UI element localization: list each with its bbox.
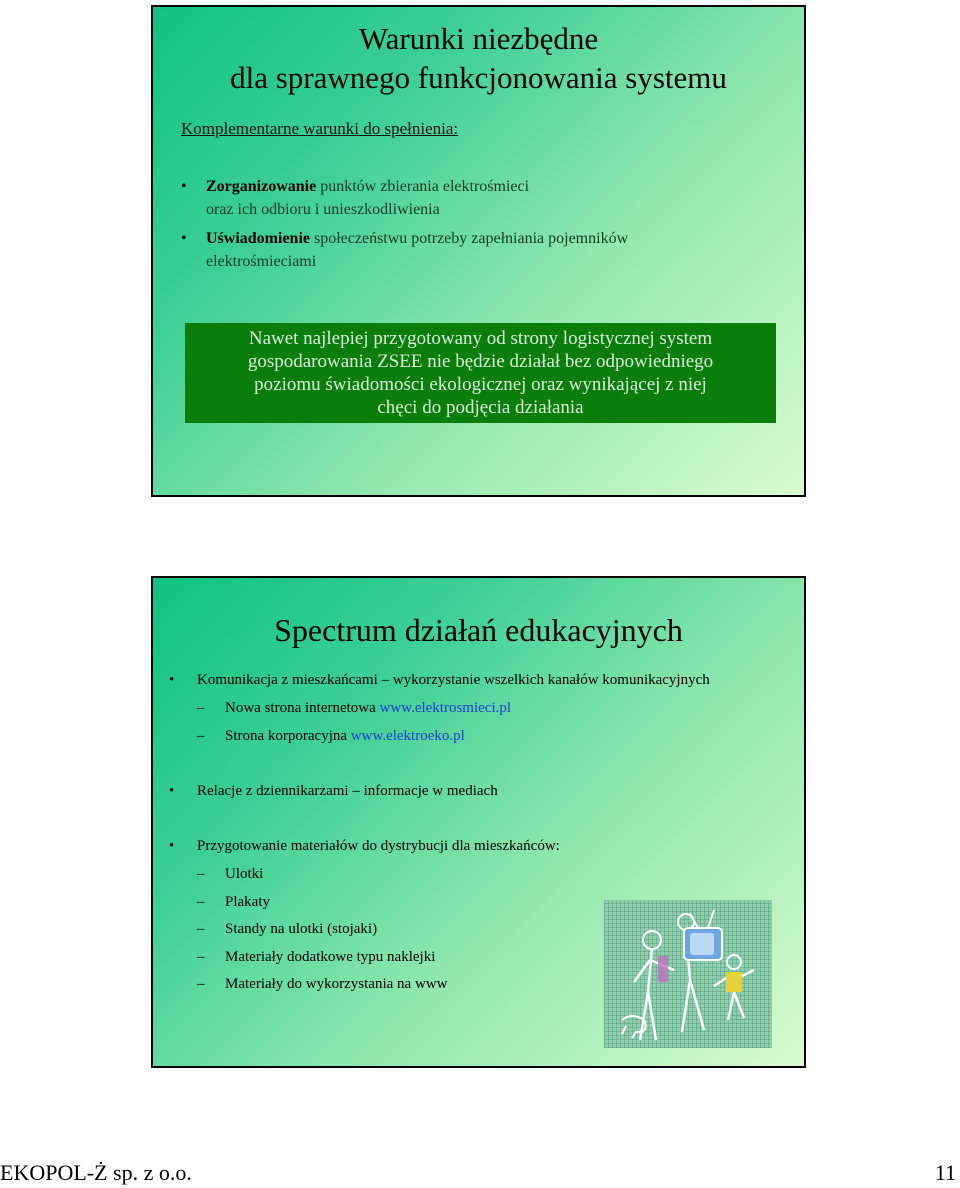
highlight-line: gospodarowania ZSEE nie będzie działał bez odpowiedniego xyxy=(247,351,714,372)
dash-icon: – xyxy=(197,949,205,965)
sub-item-text: Standy na ulotki (stojaki) xyxy=(225,921,378,937)
slide-2-title: Spectrum działań edukacyjnych xyxy=(274,612,683,648)
website-link[interactable]: www.elektrosmieci.pl xyxy=(379,700,512,716)
corporate-link[interactable]: www.elektroeko.pl xyxy=(350,728,465,744)
bullet-line-2: oraz ich odbioru i unieszkodliwienia xyxy=(206,201,440,218)
footer-company: EKOPOL-Ż sp. z o.o. xyxy=(0,1160,192,1185)
dash-icon: – xyxy=(197,866,205,882)
highlight-box xyxy=(185,323,776,423)
bullet-bold-text: Zorganizowanie xyxy=(206,178,317,195)
dash-icon: – xyxy=(197,728,205,744)
bullet-rest-text: społeczeństwu potrzeby zapełniania pojemników xyxy=(310,230,629,247)
bullet-bold-text: Uświadomienie xyxy=(206,230,310,247)
highlight-line: chęci do podjęcia działania xyxy=(377,397,584,418)
sub-item-text: Plakaty xyxy=(225,894,270,910)
family-tv-illustration-svg xyxy=(604,900,772,1048)
sub-item-label: Nowa strona internetowa xyxy=(225,700,380,716)
bullet-rest-text: punktów zbierania elektrośmieci xyxy=(316,178,530,195)
slide-2 xyxy=(151,576,806,1068)
page-number: 11 xyxy=(934,1160,956,1185)
list-item-text: Przygotowanie materiałów do dystrybucji dla mieszkańców: xyxy=(197,838,560,854)
family-tv-illustration xyxy=(604,900,772,1048)
slide-1-title-line-1: Warunki niezbędne xyxy=(358,21,599,56)
bullet-text xyxy=(206,227,628,273)
slide-1-subtitle: Komplementarne warunki do spełnienia: xyxy=(181,119,459,138)
slide-1 xyxy=(151,5,806,497)
bullet-line-2: elektrośmieciami xyxy=(206,253,317,270)
slide-1-title xyxy=(153,19,804,97)
bullet-icon: • xyxy=(181,178,187,195)
list-item-text: Komunikacja z mieszkańcami – wykorzystanie wszelkich kanałów komunikacyjnych xyxy=(197,672,710,688)
bullet-icon: • xyxy=(169,838,175,854)
dash-icon: – xyxy=(197,921,205,937)
bullet-icon: • xyxy=(169,672,175,688)
sub-item-label: Strona korporacyjna xyxy=(225,728,351,744)
dash-icon: – xyxy=(197,976,205,992)
slide-1-title-line-2: dla sprawnego funkcjonowania systemu xyxy=(230,60,727,95)
highlight-line: Nawet najlepiej przygotowany od strony logistycznej system xyxy=(248,328,713,349)
sub-item-text: Materiały do wykorzystania na www xyxy=(225,976,448,992)
highlight-line: poziomu świadomości ekologicznej oraz wynikającej z niej xyxy=(254,374,707,395)
list-item-text: Relacje z dziennikarzami – informacje w mediach xyxy=(197,783,498,799)
sub-item-text: Ulotki xyxy=(225,866,264,882)
sub-item-text: Materiały dodatkowe typu naklejki xyxy=(225,949,436,965)
dash-icon: – xyxy=(197,894,205,910)
bullet-icon: • xyxy=(181,230,187,247)
dash-icon: – xyxy=(197,700,205,716)
bullet-text xyxy=(206,175,529,221)
bullet-icon: • xyxy=(169,783,175,799)
